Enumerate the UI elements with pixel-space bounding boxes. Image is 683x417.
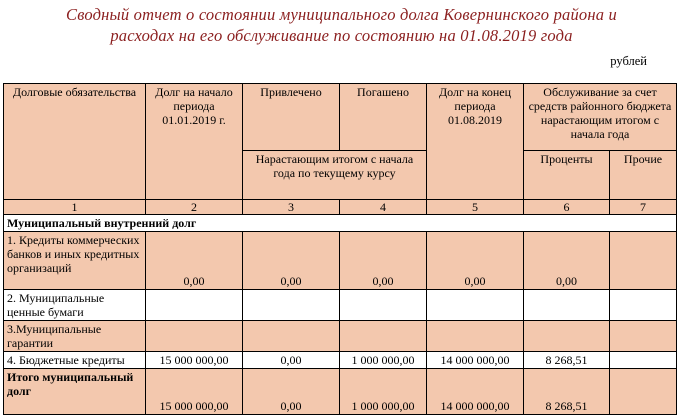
table-row [4,290,677,321]
row-label: 3.Муниципальные гарантии [4,321,146,352]
cell-other [610,369,677,415]
cell-interest [524,290,610,321]
header-debt-end: Долг на конец периода 01.08.2019 [427,84,524,200]
cell-repaid: 0,00 [340,232,427,290]
cell-other [610,232,677,290]
table-row [4,232,677,290]
report-title-line-1: Сводный отчет о состоянии муниципального долга Ковернинского района и [66,5,617,24]
col-number: 1 [4,200,146,215]
report-title [0,4,683,46]
col-number: 3 [243,200,340,215]
table-row-total [4,369,677,415]
cell-interest: 8 268,51 [524,352,610,369]
cell-interest: 8 268,51 [524,369,610,415]
row-label: 1. Кредиты коммерческих банков и иных кредитных организаций [4,232,146,290]
debt-report-table [3,83,677,415]
table-row [4,321,677,352]
cell-repaid [340,321,427,352]
cell-debt-start: 15 000 000,00 [146,352,243,369]
table-row [4,352,677,369]
cell-debt-start [146,290,243,321]
header-repaid: Погашено [340,84,427,151]
header-attracted: Привлечено [243,84,340,151]
cell-repaid: 1 000 000,00 [340,352,427,369]
col-number: 5 [427,200,524,215]
header-servicing: Обслуживание за счет средств районного бюджета нарастающим итогом с начала года [524,84,677,151]
header-other: Прочие [610,151,677,200]
cell-debt-end: 14 000 000,00 [427,369,524,415]
cell-repaid [340,290,427,321]
col-number: 6 [524,200,610,215]
cell-attracted [243,290,340,321]
header-debt-obligations: Долговые обязательства [4,84,146,200]
column-number-row [4,200,677,215]
cell-debt-end: 0,00 [427,232,524,290]
report-title-line-2: расходах на его обслуживание по состоянию на 01.08.2019 года [110,26,573,45]
cell-debt-end [427,321,524,352]
cell-debt-start: 15 000 000,00 [146,369,243,415]
col-number: 4 [340,200,427,215]
cell-attracted: 0,00 [243,232,340,290]
section-title: Муниципальный внутренний долг [4,215,677,232]
cell-repaid: 1 000 000,00 [340,369,427,415]
col-number: 2 [146,200,243,215]
cell-debt-end [427,290,524,321]
cell-other [610,321,677,352]
cell-other [610,290,677,321]
currency-unit: рублей [610,54,647,68]
cell-debt-start: 0,00 [146,232,243,290]
col-number: 7 [610,200,677,215]
row-label: 4. Бюджетные кредиты [4,352,146,369]
cell-debt-end: 14 000 000,00 [427,352,524,369]
header-debt-start: Долг на начало периода 01.01.2019 г. [146,84,243,200]
cell-interest [524,321,610,352]
cell-attracted: 0,00 [243,369,340,415]
cell-interest: 0,00 [524,232,610,290]
header-cumulative: Нарастающим итогом с начала года по текущему курсу [243,151,427,200]
cell-other [610,352,677,369]
row-label: 2. Муниципальные ценные бумаги [4,290,146,321]
row-label: Итого муниципальный долг [4,369,146,415]
cell-attracted: 0,00 [243,352,340,369]
header-interest: Проценты [524,151,610,200]
cell-attracted [243,321,340,352]
cell-debt-start [146,321,243,352]
